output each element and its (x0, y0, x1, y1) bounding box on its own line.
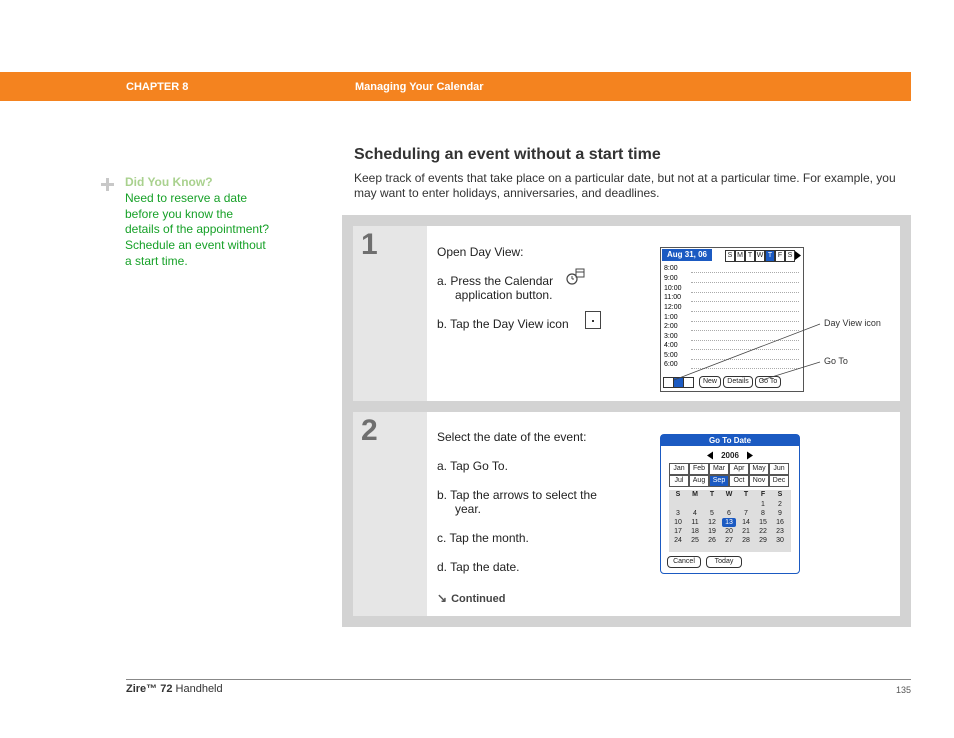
date-cell[interactable]: 14 (742, 519, 750, 526)
step-text: Select the date of the event: (437, 430, 587, 444)
time-line (691, 301, 799, 302)
did-you-know-title: Did You Know? (125, 175, 213, 189)
page-number: 135 (895, 685, 911, 695)
time-slot: 3:00 (664, 333, 678, 340)
weekday-header: W (725, 491, 733, 498)
chapter-label: CHAPTER 8 (126, 81, 189, 93)
date-cell[interactable]: 8 (761, 510, 765, 517)
step-number: 2 (361, 414, 378, 447)
date-cell[interactable]: 29 (759, 537, 767, 544)
month-button-selected[interactable]: Sep (709, 475, 729, 487)
footer-product (126, 683, 223, 695)
year-label: 2006 (721, 451, 739, 460)
cancel-button[interactable]: Cancel (667, 556, 701, 568)
month-button[interactable]: Mar (709, 463, 729, 475)
step-2-number-cell (353, 412, 427, 616)
step-text: d. Tap the date. (437, 560, 520, 574)
step-text: b. Tap the arrows to select the (437, 488, 597, 502)
go-to-date-screenshot (660, 434, 800, 574)
date-cell[interactable]: 28 (742, 537, 750, 544)
day-button[interactable]: W (755, 250, 765, 262)
month-button[interactable]: Jul (669, 475, 689, 487)
day-button[interactable]: T (745, 250, 755, 262)
date-cell[interactable]: 16 (776, 519, 784, 526)
day-button[interactable]: F (775, 250, 785, 262)
time-slot: 5:00 (664, 352, 678, 359)
date-cell[interactable]: 1 (761, 501, 765, 508)
date-cell[interactable]: 19 (708, 528, 716, 535)
date-cell[interactable]: 23 (776, 528, 784, 535)
details-button[interactable]: Details (723, 376, 753, 388)
date-cell[interactable]: 2 (778, 501, 782, 508)
step-text: c. Tap the month. (437, 531, 529, 545)
step-text: year. (455, 502, 482, 516)
month-button[interactable]: Jun (769, 463, 789, 475)
time-slot: 2:00 (664, 323, 678, 330)
weekday-header: F (760, 491, 766, 498)
date-cell[interactable]: 9 (778, 510, 782, 517)
time-line (691, 272, 799, 273)
footer-rule (126, 679, 911, 680)
day-button[interactable]: S (785, 250, 795, 262)
date-cell[interactable]: 30 (776, 537, 784, 544)
day-button[interactable]: S (725, 250, 735, 262)
month-button[interactable]: Nov (749, 475, 769, 487)
next-year-arrow-icon[interactable] (746, 451, 754, 460)
day-view-date: Aug 31, 06 (662, 249, 712, 261)
step-text: b. Tap the Day View icon (437, 317, 569, 331)
step-text: application button. (455, 288, 553, 302)
time-line (691, 282, 799, 283)
date-cell[interactable]: 12 (708, 519, 716, 526)
time-slot: 11:00 (664, 294, 681, 301)
time-line (691, 311, 799, 312)
product-name: Zire™ 72 (126, 683, 173, 695)
plus-icon (100, 177, 114, 191)
day-view-icon (585, 311, 601, 329)
date-cell[interactable]: 21 (742, 528, 750, 535)
date-cell[interactable]: 10 (674, 519, 682, 526)
date-cell[interactable]: 4 (693, 510, 697, 517)
calendar-app-icon (565, 268, 585, 286)
time-slot: 1:00 (664, 314, 678, 321)
date-cell[interactable]: 15 (759, 519, 767, 526)
step-number: 1 (361, 228, 378, 261)
time-slot: 10:00 (664, 285, 682, 292)
date-cell[interactable]: 6 (727, 510, 731, 517)
time-slot: 4:00 (664, 342, 678, 349)
step-text: a. Press the Calendar (437, 274, 554, 288)
date-cell[interactable]: 7 (744, 510, 748, 517)
callout-leader-lines (670, 320, 825, 385)
time-slot: 6:00 (664, 361, 678, 368)
weekday-header: M (692, 491, 698, 498)
time-slot: 8:00 (664, 265, 678, 272)
step-1-number-cell (353, 226, 427, 401)
month-button[interactable]: Apr (729, 463, 749, 475)
today-button[interactable]: Today (706, 556, 742, 568)
month-button[interactable]: Aug (689, 475, 709, 487)
continued-note (437, 591, 505, 605)
date-cell[interactable]: 17 (674, 528, 682, 535)
date-cell[interactable]: 27 (725, 537, 733, 544)
section-intro: Keep track of events that take place on a particular date, but not at a particular time. For example, you may want to enter holidays, anniversaries, and deadlines. (354, 171, 896, 200)
go-to-date-title: Go To Date (661, 435, 799, 446)
chapter-title: Managing Your Calendar (355, 81, 484, 93)
step-text: a. Tap Go To. (437, 459, 508, 473)
new-button[interactable]: New (699, 376, 721, 388)
go-to-button[interactable]: Go To (755, 376, 781, 388)
date-cell[interactable]: 24 (674, 537, 682, 544)
weekday-header: T (709, 491, 715, 498)
date-cell[interactable]: 18 (691, 528, 699, 535)
date-cell[interactable]: 26 (708, 537, 716, 544)
date-cell[interactable]: 20 (725, 528, 733, 535)
day-button[interactable]: M (735, 250, 745, 262)
weekday-header: S (675, 491, 681, 498)
month-button[interactable]: Feb (689, 463, 709, 475)
time-slot: 12:00 (664, 304, 682, 311)
month-button[interactable]: Dec (769, 475, 789, 487)
weekday-header: T (743, 491, 749, 498)
callout-day-view-icon: Day View icon (824, 318, 881, 328)
step-text: Open Day View: (437, 245, 524, 259)
next-arrow-icon[interactable] (794, 250, 802, 261)
time-line (691, 292, 799, 293)
month-button[interactable]: Oct (729, 475, 749, 487)
month-button[interactable]: May (749, 463, 769, 475)
section-title: Scheduling an event without a start time (354, 146, 661, 163)
chapter-header-bar (0, 72, 911, 101)
time-slot: 9:00 (664, 275, 678, 282)
callout-go-to: Go To (824, 356, 848, 366)
month-button[interactable]: Jan (669, 463, 689, 475)
did-you-know-body: Need to reserve a date before you know the details of the appointment? Schedule an event without a start time. (125, 191, 270, 268)
weekday-header: S (777, 491, 783, 498)
product-suffix: Handheld (172, 683, 223, 695)
date-cell[interactable]: 5 (710, 510, 714, 517)
continued-label: Continued (451, 593, 506, 605)
arrow-down-right-icon: ↘ (437, 591, 448, 605)
date-cell-selected[interactable]: 13 (722, 518, 736, 527)
date-cell[interactable]: 3 (676, 510, 680, 517)
date-cell[interactable]: 22 (759, 528, 767, 535)
day-button-selected[interactable]: T (765, 250, 775, 262)
date-cell[interactable]: 11 (691, 519, 699, 526)
date-cell[interactable]: 25 (691, 537, 699, 544)
